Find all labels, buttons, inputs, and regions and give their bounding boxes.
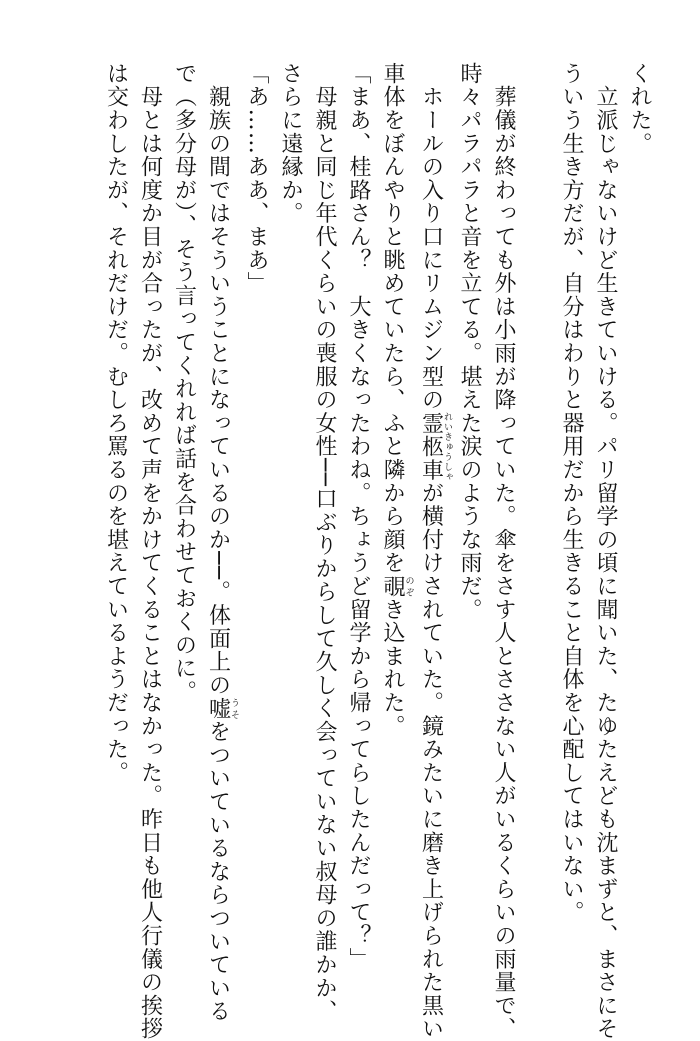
text-line: 立派じゃないけど生きていける。パリ留学の頃に聞いた、たゆたえども沈まずと、まさにそ bbox=[593, 62, 618, 1041]
text-segment: をついているならついている bbox=[205, 720, 231, 1024]
ruby-base: 霊柩車 bbox=[418, 411, 444, 482]
text-line: 葬儀が終わっても外は小雨が降っていた。傘をさす人とささない人がいるくらいの雨量で、 bbox=[491, 62, 516, 1041]
text-segment: き込まれた。 bbox=[380, 597, 405, 738]
ruby-reading: れいきゅうしゃ bbox=[442, 411, 452, 482]
text-segment: ホールの入り口にリムジン型の bbox=[418, 62, 444, 412]
text-line: 時々パラパラと音を立てる。堪えた涙のような雨だ。 bbox=[457, 62, 482, 622]
text-line: ういう生き方だが、自分はわりと器用だから生きること自体を心配してはいない。 bbox=[559, 62, 584, 925]
ruby-base: 覗 bbox=[380, 574, 405, 598]
text-line: 「あ……ああ、まあ」 bbox=[244, 62, 269, 295]
text-line bbox=[414, 62, 453, 1041]
text-segment: 親族の間ではそういうことになっているのか──。体面上の bbox=[205, 62, 231, 697]
text-line bbox=[201, 62, 240, 1024]
vertical-text-block bbox=[99, 62, 657, 1041]
ruby-word bbox=[418, 411, 452, 482]
ruby-word bbox=[205, 696, 239, 721]
text-line: くれた。 bbox=[627, 62, 652, 156]
text-segment: が横付けされていた。鏡みたいに磨き上げられた黒い bbox=[418, 481, 444, 1041]
text-line bbox=[375, 62, 414, 992]
text-line: 「まあ、桂路さん？ 大きくなったわね。ちょうど留学から帰ってらしたんだって？」 bbox=[346, 62, 371, 971]
text-line: は交わしたが、それだけだ。むしろ罵るのを堪えているようだった。 bbox=[103, 62, 129, 785]
text-line: 母とは何度か目が合ったが、改めて声をかけてくることはなかった。昨日も他人行儀の挨拶 bbox=[137, 62, 163, 1041]
ruby-word bbox=[380, 574, 414, 598]
ruby-reading: のぞ bbox=[403, 574, 414, 598]
text-line: で（多分母が）、そう言ってくれれば話を合わせておくのに。 bbox=[171, 62, 197, 704]
ruby-reading: うそ bbox=[229, 696, 239, 721]
text-segment: 車体をぼんやりと眺めていたら、ふと隣から顔を bbox=[380, 62, 405, 575]
ruby-base: 嘘 bbox=[205, 696, 231, 721]
blank-line bbox=[520, 62, 554, 992]
text-line: さらに遠縁か。 bbox=[278, 62, 303, 226]
text-line: 母親と同じ年代くらいの喪服の女性──口ぶりからして久しく会っていない叔母の誰かか、 bbox=[312, 62, 337, 1024]
